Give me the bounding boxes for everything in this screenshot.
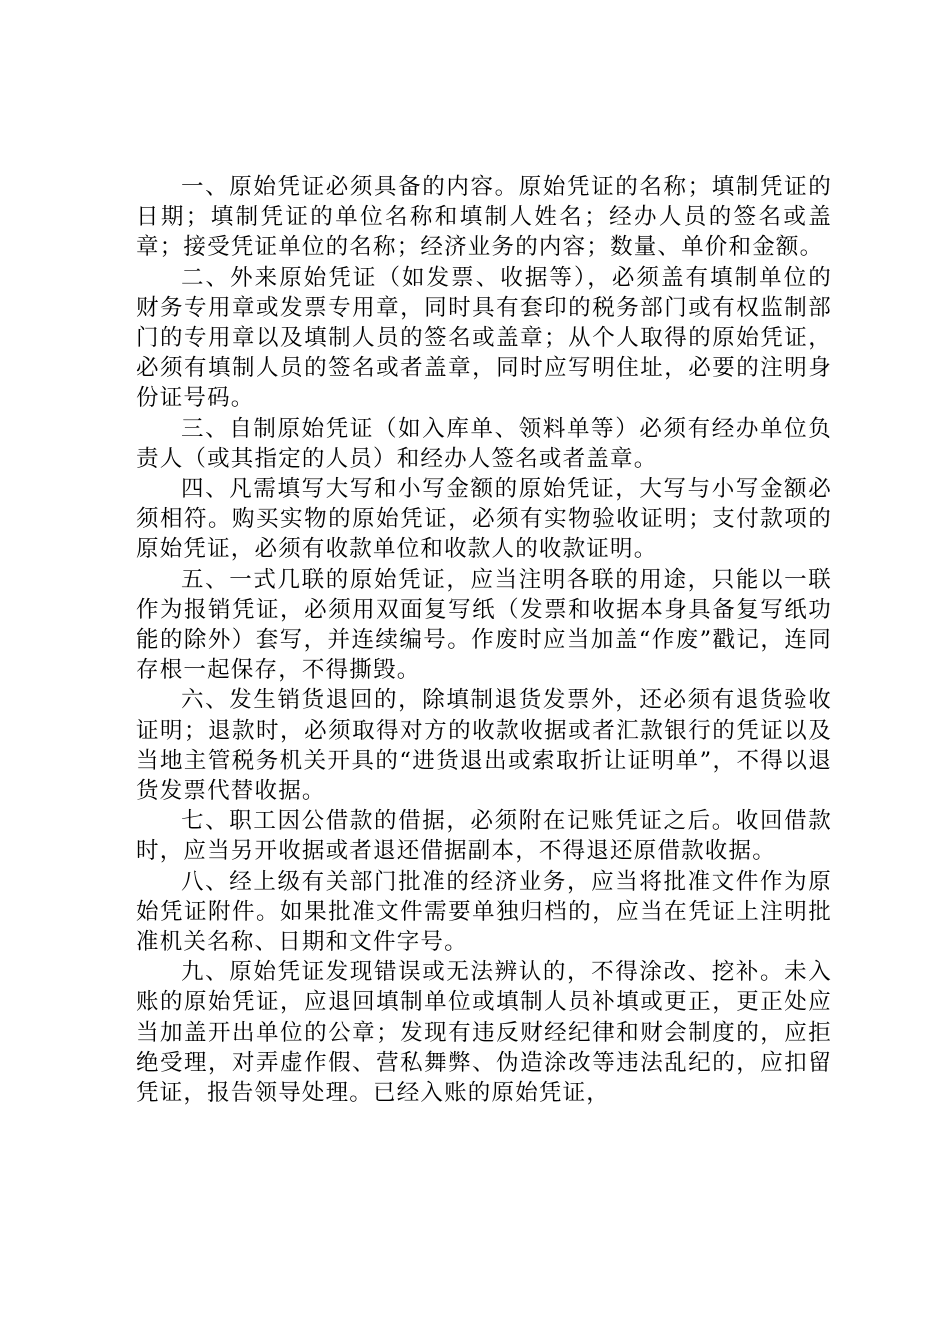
- paragraph-5: 五、一式几联的原始凭证，应当注明各联的用途，只能以一联作为报销凭证，必须用双面复写纸（发票和收据本身具备复写纸功能的除外）套写，并连续编号。作废时应当加盖“作废”戳记，连同存根一起保存，不得撕毁。: [136, 566, 832, 684]
- paragraph-1: 一、原始凭证必须具备的内容。原始凭证的名称；填制凭证的日期；填制凭证的单位名称和填制人姓名；经办人员的签名或盖章；接受凭证单位的名称；经济业务的内容；数量、单价和金额。: [136, 174, 832, 261]
- paragraph-6: 六、发生销货退回的，除填制退货发票外，还必须有退货验收证明；退款时，必须取得对方的收款收据或者汇款银行的凭证以及当地主管税务机关开具的“进货退出或索取折让证明单”，不得以退货发票代替收据。: [136, 687, 832, 805]
- paragraph-2: 二、外来原始凭证（如发票、收据等），必须盖有填制单位的财务专用章或发票专用章，同时具有套印的税务部门或有权监制部门的专用章以及填制人员的签名或盖章；从个人取得的原始凭证，必须有填制人员的签名或者盖章，同时应写明住址，必要的注明身份证号码。: [136, 264, 832, 412]
- paragraph-7: 七、职工因公借款的借据，必须附在记账凭证之后。收回借款时，应当另开收据或者退还借据副本，不得退还原借款收据。: [136, 808, 832, 865]
- paragraph-3: 三、自制原始凭证（如入库单、领料单等）必须有经办单位负责人（或其指定的人员）和经办人签名或者盖章。: [136, 415, 832, 472]
- paragraph-9: 九、原始凭证发现错误或无法辨认的，不得涂改、挖补。未入账的原始凭证，应退回填制单位或填制人员补填或更正，更正处应当加盖开出单位的公章；发现有违反财经纪律和财会制度的，应拒绝受理，对弄虚作假、营私舞弊、伪造涂改等违法乱纪的，应扣留凭证，报告领导处理。已经入账的原始凭证，: [136, 959, 832, 1107]
- document-body: [136, 172, 832, 1108]
- paragraph-8: 八、经上级有关部门批准的经济业务，应当将批准文件作为原始凭证附件。如果批准文件需要单独归档的，应当在凭证上注明批准机关名称、日期和文件字号。: [136, 868, 832, 956]
- paragraph-4: 四、凡需填写大写和小写金额的原始凭证，大写与小写金额必须相符。购买实物的原始凭证，必须有实物验收证明；支付款项的原始凭证，必须有收款单位和收款人的收款证明。: [136, 476, 832, 563]
